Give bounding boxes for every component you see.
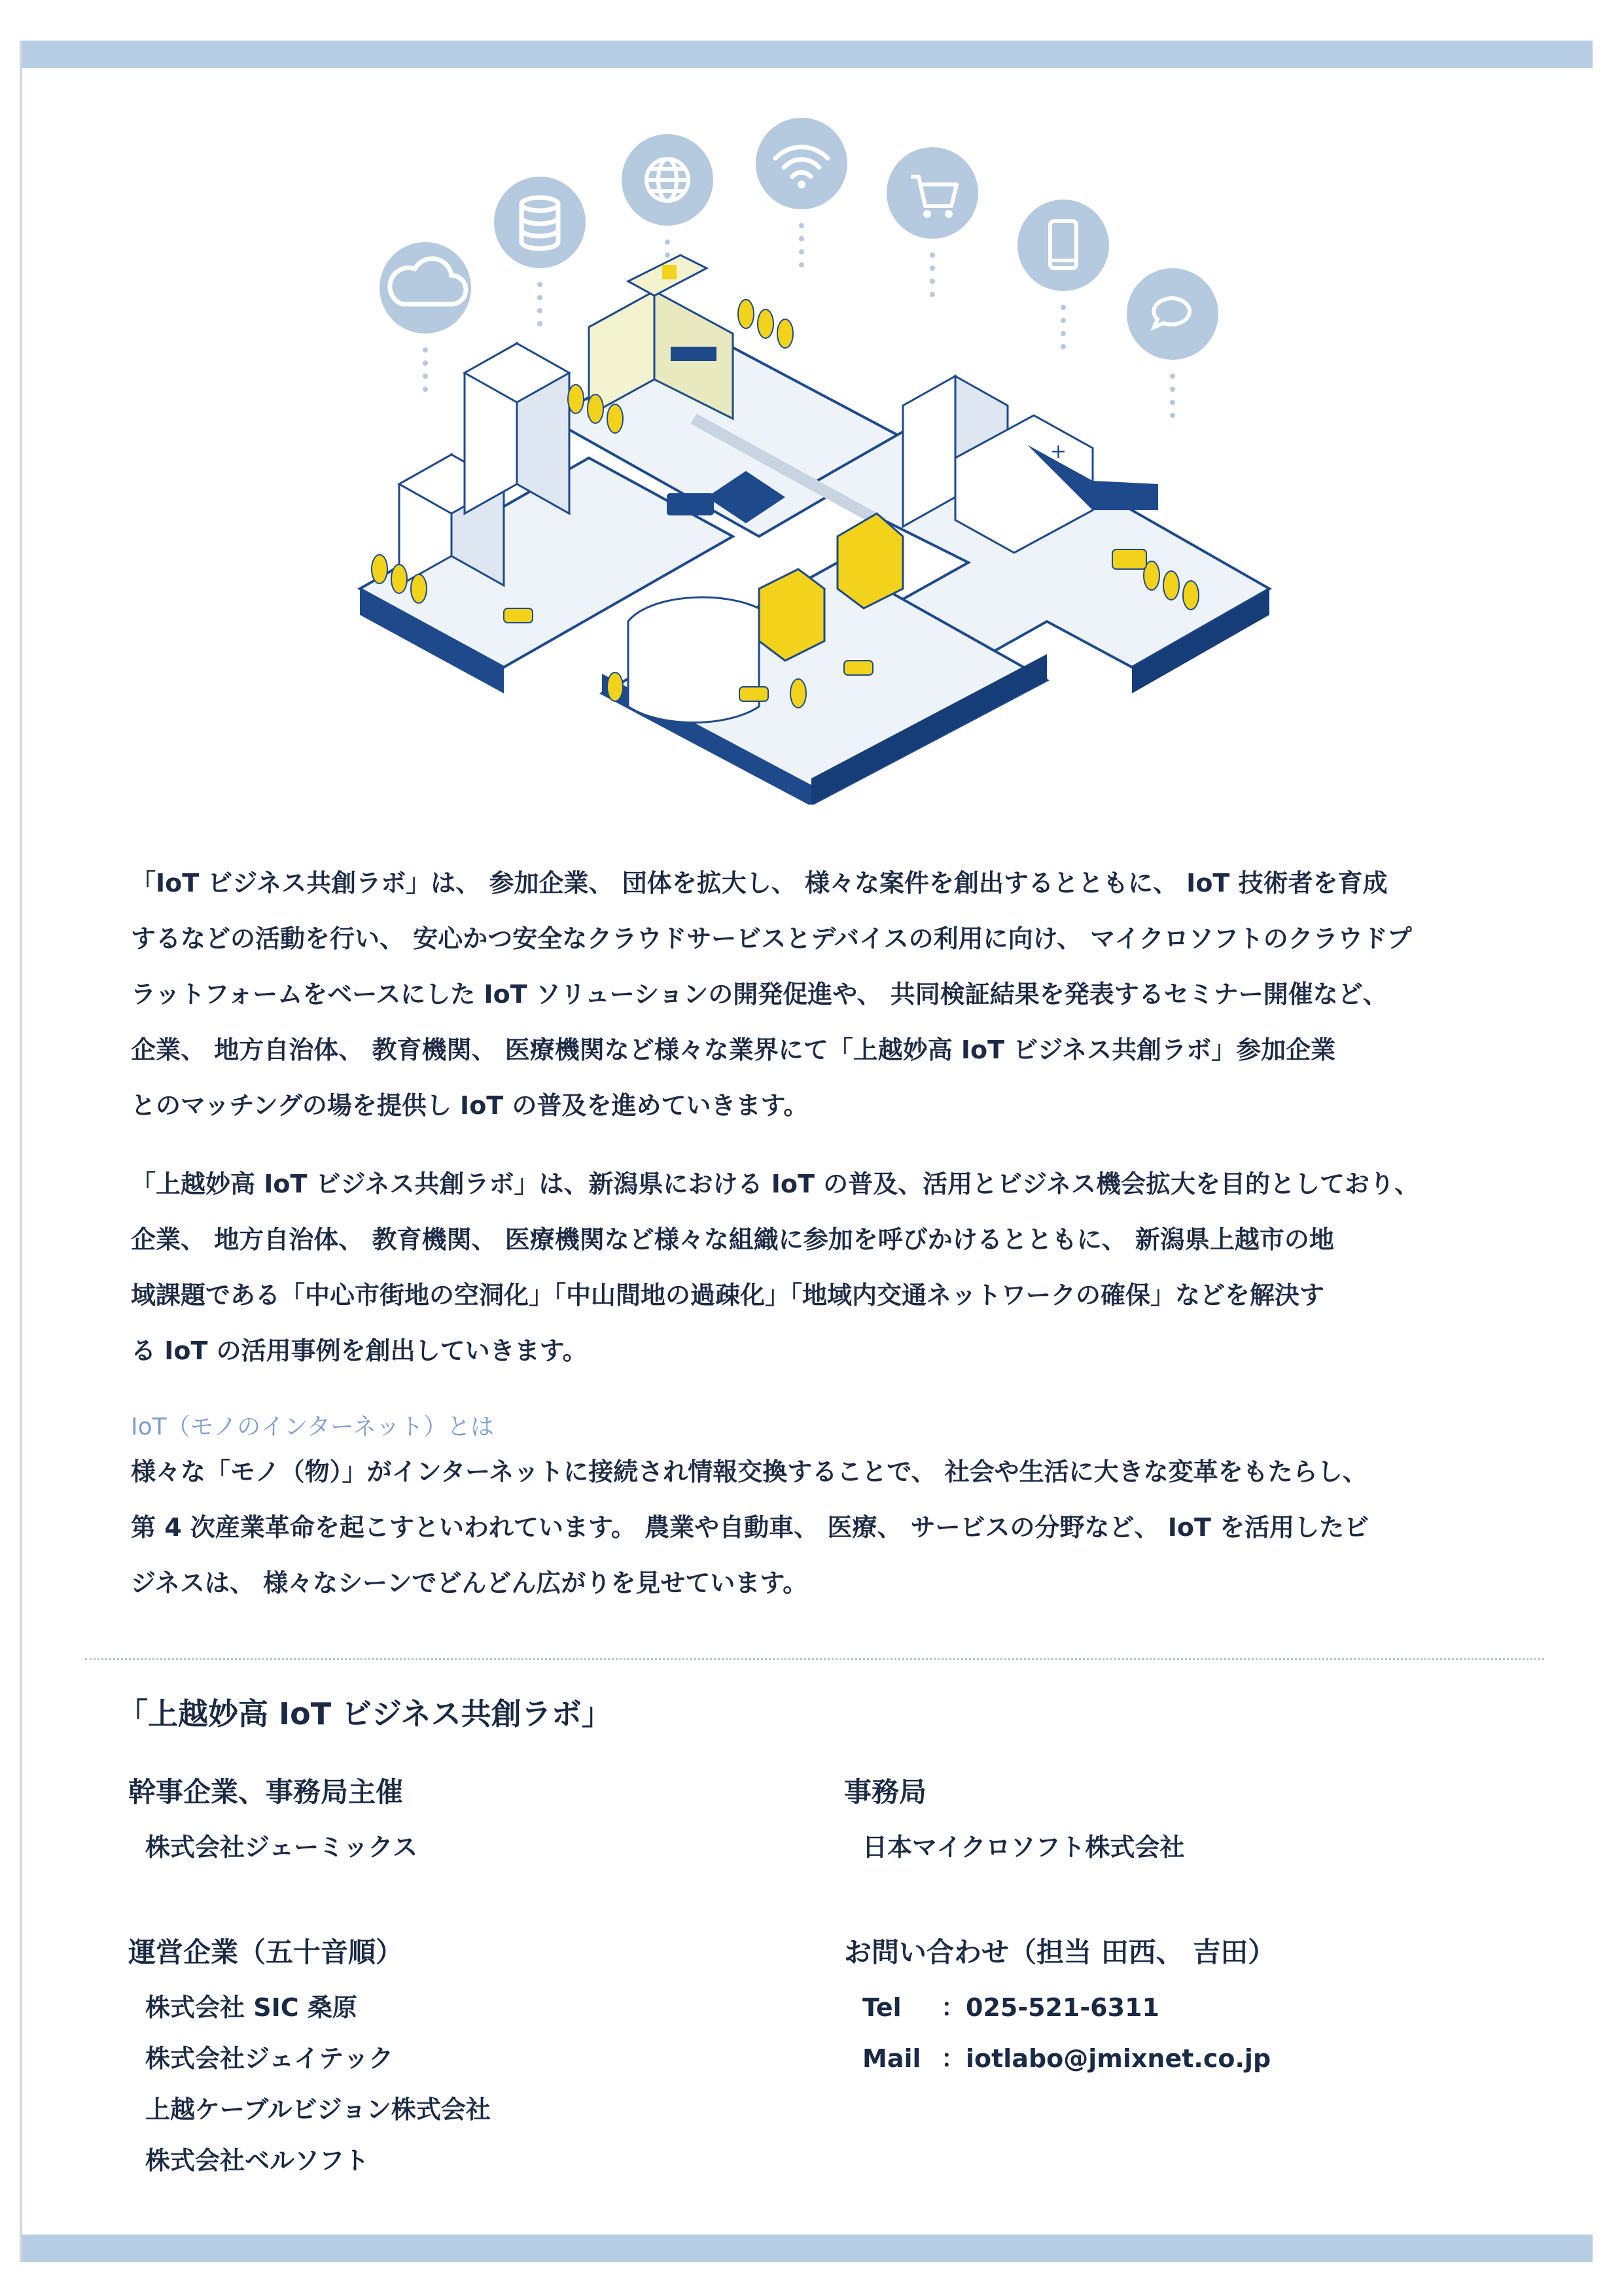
text-line: 「上越妙高 IoT ビジネス共創ラボ」は、新潟県における IoT の普及、活用とビジネス機会拡大を目的としており、 [131,1170,1419,1198]
intro-paragraph [131,856,1492,1134]
mail-value[interactable]: ：iotlabo@jmixnet.co.jp [941,2044,1271,2073]
contact-tel [862,1982,1159,2033]
contact-heading: お問い合わせ（担当 田西、 吉田） [844,1936,1276,1968]
text-line: 「IoT ビジネス共創ラボ」は、 参加企業、 団体を拡大し、 様々な案件を創出するとともに、 IoT 技術者を育成 [131,869,1388,897]
text-line: ジネスは、 様々なシーンでどんどん広がりを見せています。 [131,1569,808,1597]
secretariat-company: 日本マイクロソフト株式会社 [862,1833,1185,1862]
section-divider [85,1658,1544,1660]
operating-company-4: 株式会社ベルソフト [145,2146,370,2175]
mail-label: Mail [862,2044,921,2073]
wifi-icon [756,118,847,268]
cart-icon [887,147,978,297]
text-line: 企業、 地方自治体、 教育機関、 医療機関など様々な業界にて「上越妙高 IoT ビジネス共創ラボ」参加企業 [131,1035,1336,1064]
organizer-company: 株式会社ジェーミックス [145,1833,418,1862]
text-line: するなどの活動を行い、 安心かつ安全なクラウドサービスとデバイスの利用に向け、 マイクロソフトのクラウドプ [131,924,1412,953]
contact-mail [862,2033,1271,2084]
tel-value[interactable]: ：025-521-6311 [941,1993,1159,2022]
iot-definition-paragraph [131,1444,1492,1611]
text-line: 様々な「モノ（物）」がインターネットに接続され情報交換することで、 社会や生活に大きな変革をもたらし、 [131,1457,1368,1486]
text-line: とのマッチングの場を提供し IoT の普及を進めていきます。 [131,1091,809,1120]
operating-company-1: 株式会社 SIC 桑原 [145,1993,357,2022]
operating-company-3: 上越ケーブルビジョン株式会社 [145,2095,491,2124]
tel-label: Tel [862,1993,902,2022]
operating-companies-heading: 運営企業（五十音順） [128,1936,404,1968]
bottom-band [22,2235,1593,2262]
text-line: る IoT の活用事例を創出していきます。 [131,1336,588,1365]
text-line: 第 4 次産業革命を起こすといわれています。 農業や自動車、 医療、 サービスの分野など、 IoT を活用したビ [131,1513,1369,1542]
organizer-heading: 幹事企業、事務局主催 [128,1776,404,1808]
iot-definition-heading: IoT（モノのインターネット）とは [131,1414,495,1440]
svg-text:+: + [1050,440,1067,463]
text-line: 企業、 地方自治体、 教育機関、 医療機関など様々な組織に参加を呼びかけるとともに、 新潟県上越市の地 [131,1225,1334,1254]
chat-icon [1127,268,1218,418]
lab-title: 「上越妙高 IoT ビジネス共創ラボ」 [118,1696,612,1731]
purpose-paragraph [131,1157,1492,1379]
top-band [22,41,1593,68]
text-line: ラットフォームをベースにした IoT ソリューションの開発促進や、 共同検証結果を発表するセミナー開催など、 [131,980,1388,1009]
database-icon [494,177,586,326]
smartphone-icon [1017,200,1109,349]
iot-city-illustration [340,118,1309,805]
text-line: 域課題である「中心市街地の空洞化」「中山間地の過疎化」「地域内交通ネットワークの確保」などを解決す [131,1281,1325,1310]
operating-company-2: 株式会社ジェイテック [145,2044,394,2073]
page-edge [20,41,22,2262]
secretariat-heading: 事務局 [844,1776,927,1808]
cloud-icon [380,242,471,392]
